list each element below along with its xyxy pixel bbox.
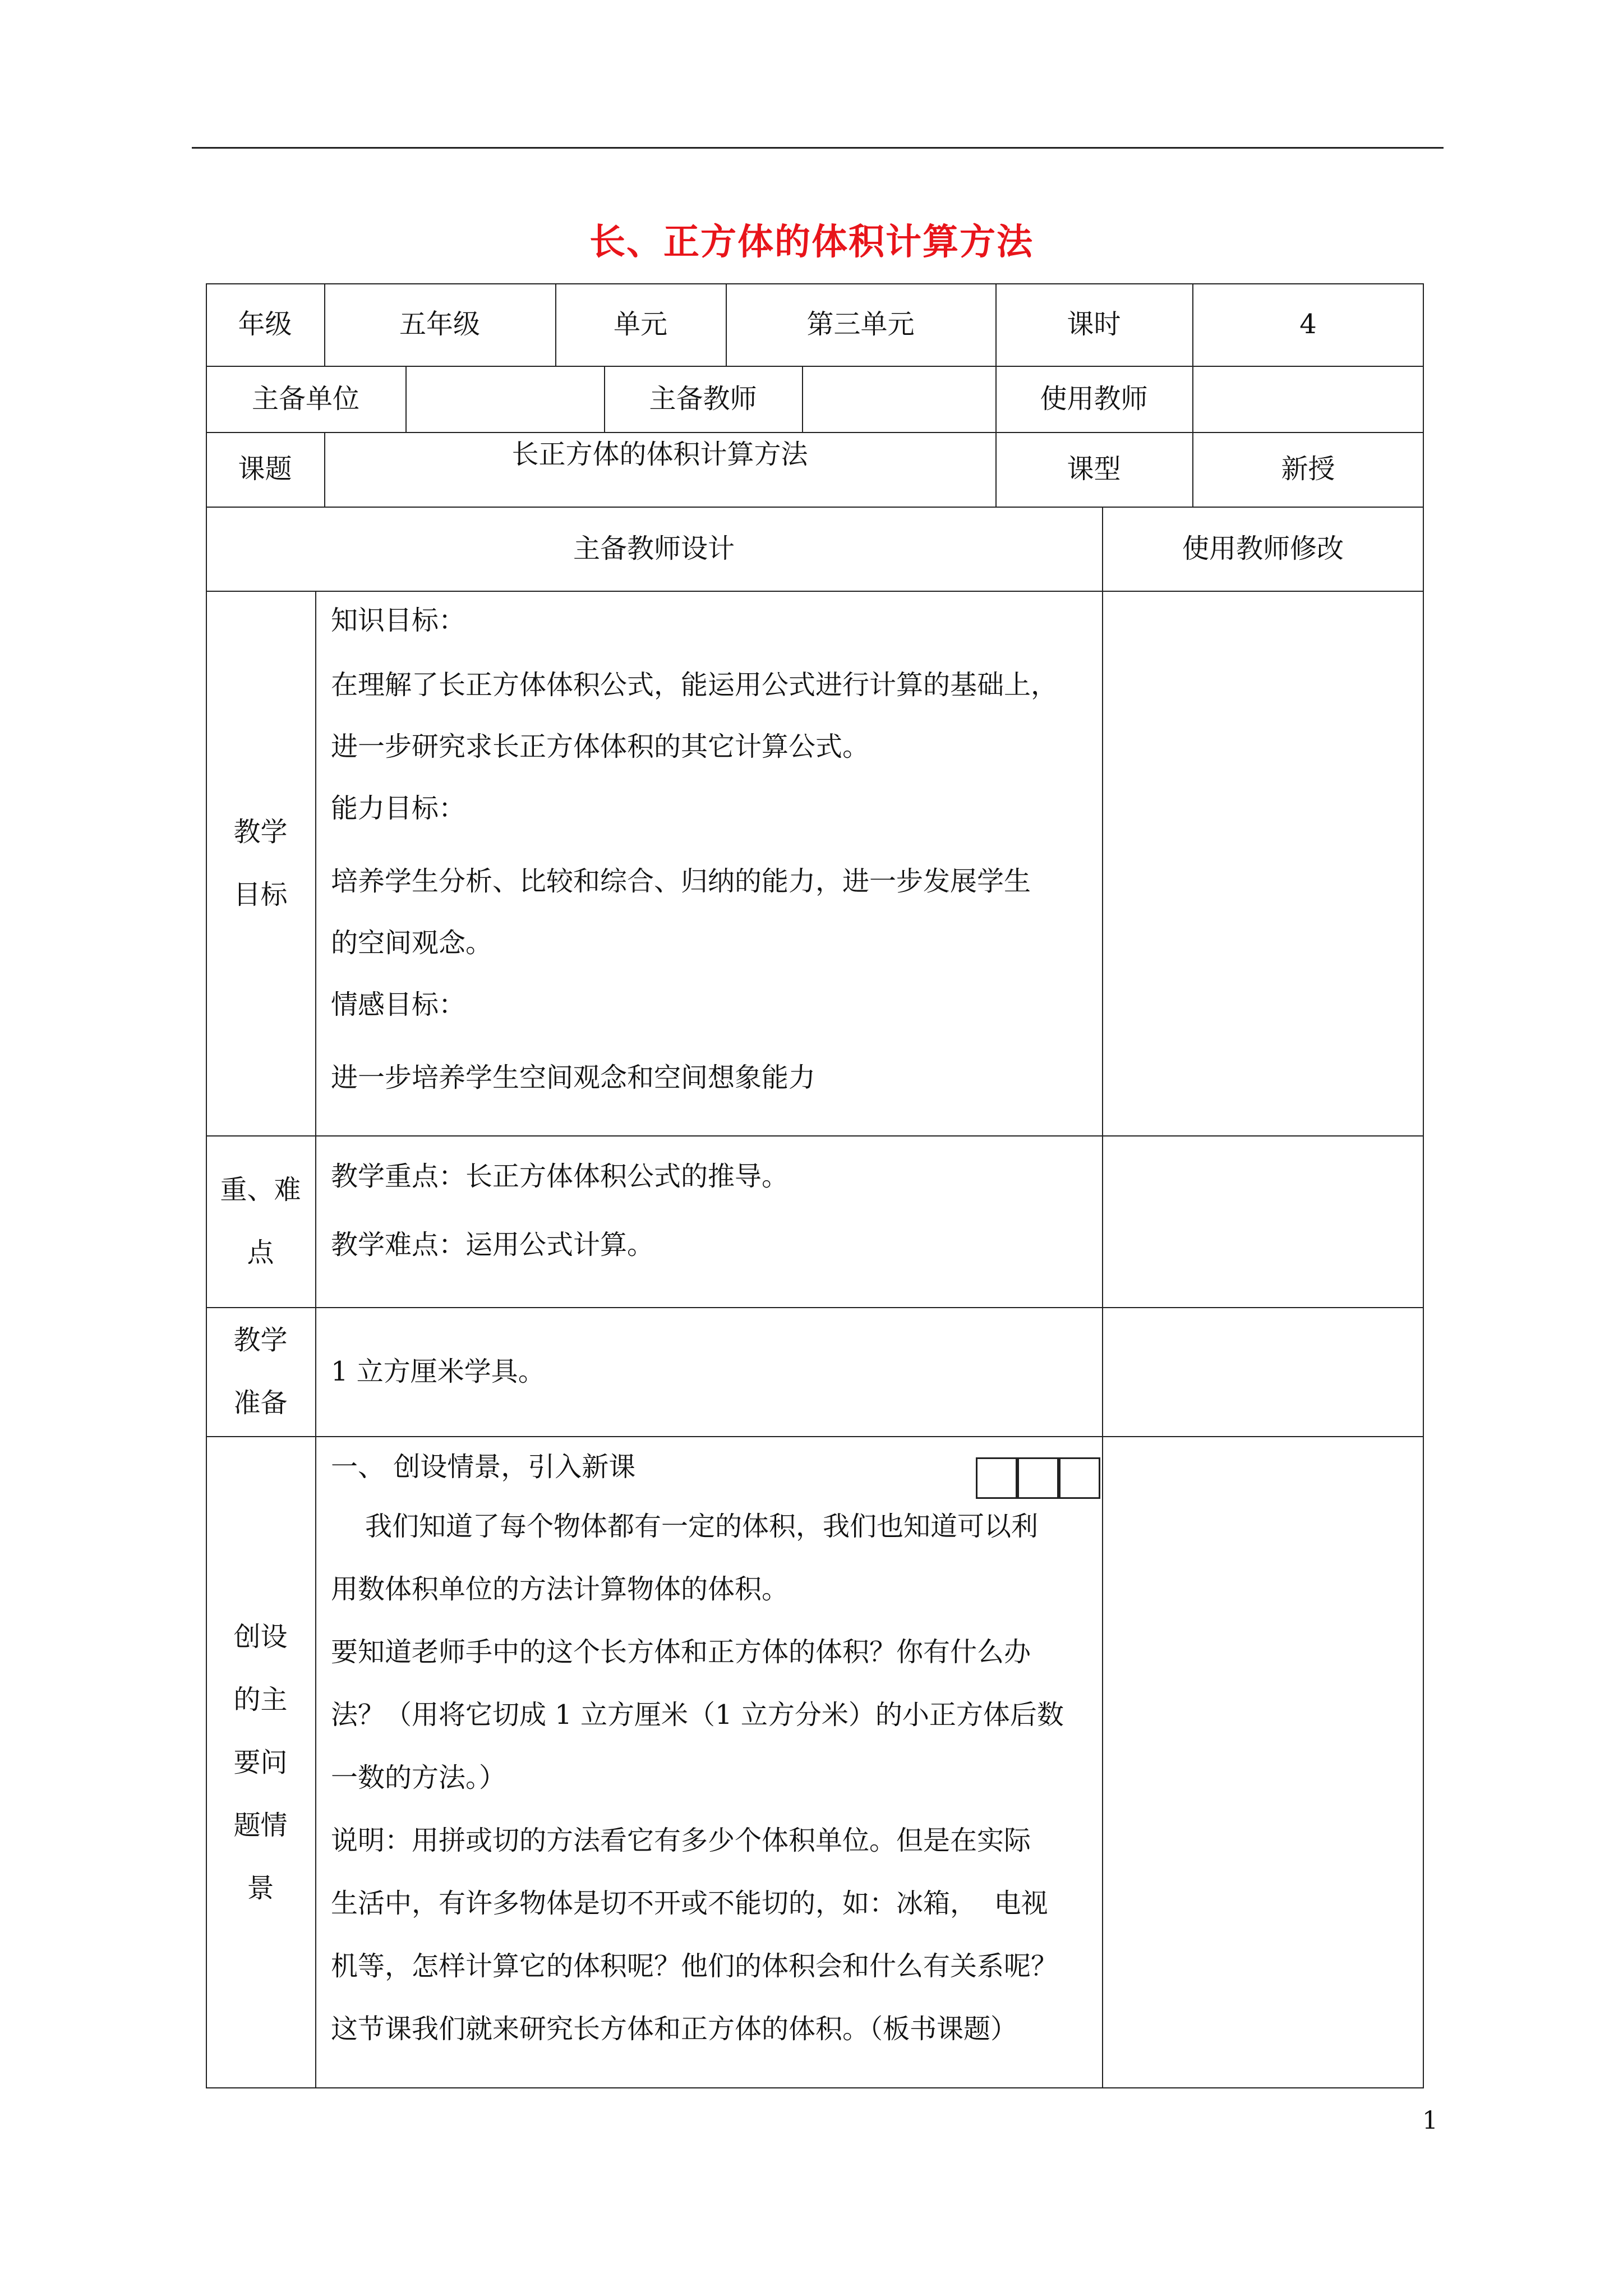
key-points-label-line: 重、难 <box>220 1174 301 1205</box>
objectives-label <box>206 591 315 1135</box>
scenario-line: 这节课我们就来研究长方体和正方体的体积。（板书课题） <box>331 2013 1018 2045</box>
preparation-content <box>331 1343 1094 1400</box>
scenario-label-line: 景 <box>247 1872 274 1904</box>
preparation-label-line: 教学 <box>233 1324 288 1356</box>
answer-box <box>1017 1457 1059 1499</box>
objectives-label-line: 目标 <box>233 878 288 910</box>
scenario-line: 一数的方法。） <box>331 1762 506 1793</box>
scenario-line: 用数体积单位的方法计算物体的体积。 <box>331 1573 789 1605</box>
lead-teacher-label: 主备教师 <box>649 383 757 415</box>
design-header-left: 主备教师设计 <box>573 532 735 564</box>
answer-box <box>1059 1457 1100 1499</box>
type-label: 课型 <box>1067 453 1121 485</box>
objectives-line: 情感目标： <box>331 989 466 1020</box>
objectives-line: 进一步研究求长正方体体积的其它计算公式。 <box>331 731 870 762</box>
objectives-line: 知识目标： <box>331 605 466 636</box>
design-header-right: 使用教师修改 <box>1182 532 1344 564</box>
unit-value: 第三单元 <box>806 309 915 341</box>
topic-value: 长正方体的体积计算方法 <box>511 438 808 470</box>
scenario-line: 生活中，有许多物体是切不开或不能切的，如：冰箱， 电视 <box>331 1888 1048 1919</box>
type-value: 新授 <box>1281 453 1335 485</box>
key-points-label <box>206 1135 315 1307</box>
scenario-line: 一、 创设情景，引入新课 <box>331 1451 636 1483</box>
scenario-label-line: 要问 <box>233 1746 288 1778</box>
objectives-line: 进一步培养学生空间观念和空间想象能力 <box>331 1062 816 1093</box>
scenario-line: 说明：用拼或切的方法看它有多少个体积单位。但是在实际 <box>331 1825 1031 1856</box>
key-points-line: 教学难点：运用公式计算。 <box>331 1229 654 1260</box>
period-value: 4 <box>1299 309 1317 341</box>
scenario-line: 机等，怎样计算它的体积呢？他们的体积会和什么有关系呢？ <box>331 1950 1058 1982</box>
scenario-label-line: 创设 <box>233 1621 288 1653</box>
scenario-label <box>206 1436 315 2088</box>
lead-unit-value <box>405 366 604 432</box>
using-teacher-label: 使用教师 <box>1040 383 1148 415</box>
scenario-label-line: 题情 <box>233 1809 288 1841</box>
page-number: 1 <box>1422 2106 1438 2135</box>
lead-unit-label: 主备单位 <box>251 383 359 415</box>
objectives-label-line: 教学 <box>233 816 288 848</box>
scenario-line: 法？（用将它切成 1 立方厘米（1 立方分米）的小正方体后数 <box>331 1699 1064 1731</box>
objectives-line: 培养学生分析、比较和综合、归纳的能力，进一步发展学生 <box>331 866 1031 897</box>
preparation-line: 1 立方厘米学具。 <box>331 1356 545 1387</box>
objectives-content <box>331 592 1094 1114</box>
lead-teacher-value <box>802 366 995 432</box>
grade-label: 年级 <box>238 309 292 341</box>
period-label: 课时 <box>1067 309 1121 341</box>
objectives-line: 在理解了长正方体体积公式，能运用公式进行计算的基础上， <box>331 669 1058 701</box>
preparation-label <box>206 1307 315 1436</box>
using-teacher-value <box>1192 366 1424 432</box>
scenario-label-line: 的主 <box>233 1683 288 1715</box>
key-points-label-line: 点 <box>247 1237 274 1268</box>
topic-label: 课题 <box>238 453 292 485</box>
grade-value: 五年级 <box>399 309 480 341</box>
scenario-line: 我们知道了每个物体都有一定的体积，我们也知道可以利 <box>331 1511 1039 1542</box>
answer-box <box>976 1457 1017 1499</box>
header-rule <box>192 147 1444 149</box>
unit-label: 单元 <box>613 309 667 341</box>
objectives-line: 能力目标： <box>331 793 466 824</box>
key-points-line: 教学重点：长正方体体积公式的推导。 <box>331 1161 789 1192</box>
objectives-line: 的空间观念。 <box>331 927 493 959</box>
key-points-content <box>331 1142 1094 1279</box>
document-title: 长、正方体的体积计算方法 <box>589 221 1034 263</box>
preparation-label-line: 准备 <box>233 1387 288 1419</box>
scenario-line: 要知道老师手中的这个长方体和正方体的体积？你有什么办 <box>331 1636 1031 1668</box>
scenario-content <box>331 1439 1094 2060</box>
